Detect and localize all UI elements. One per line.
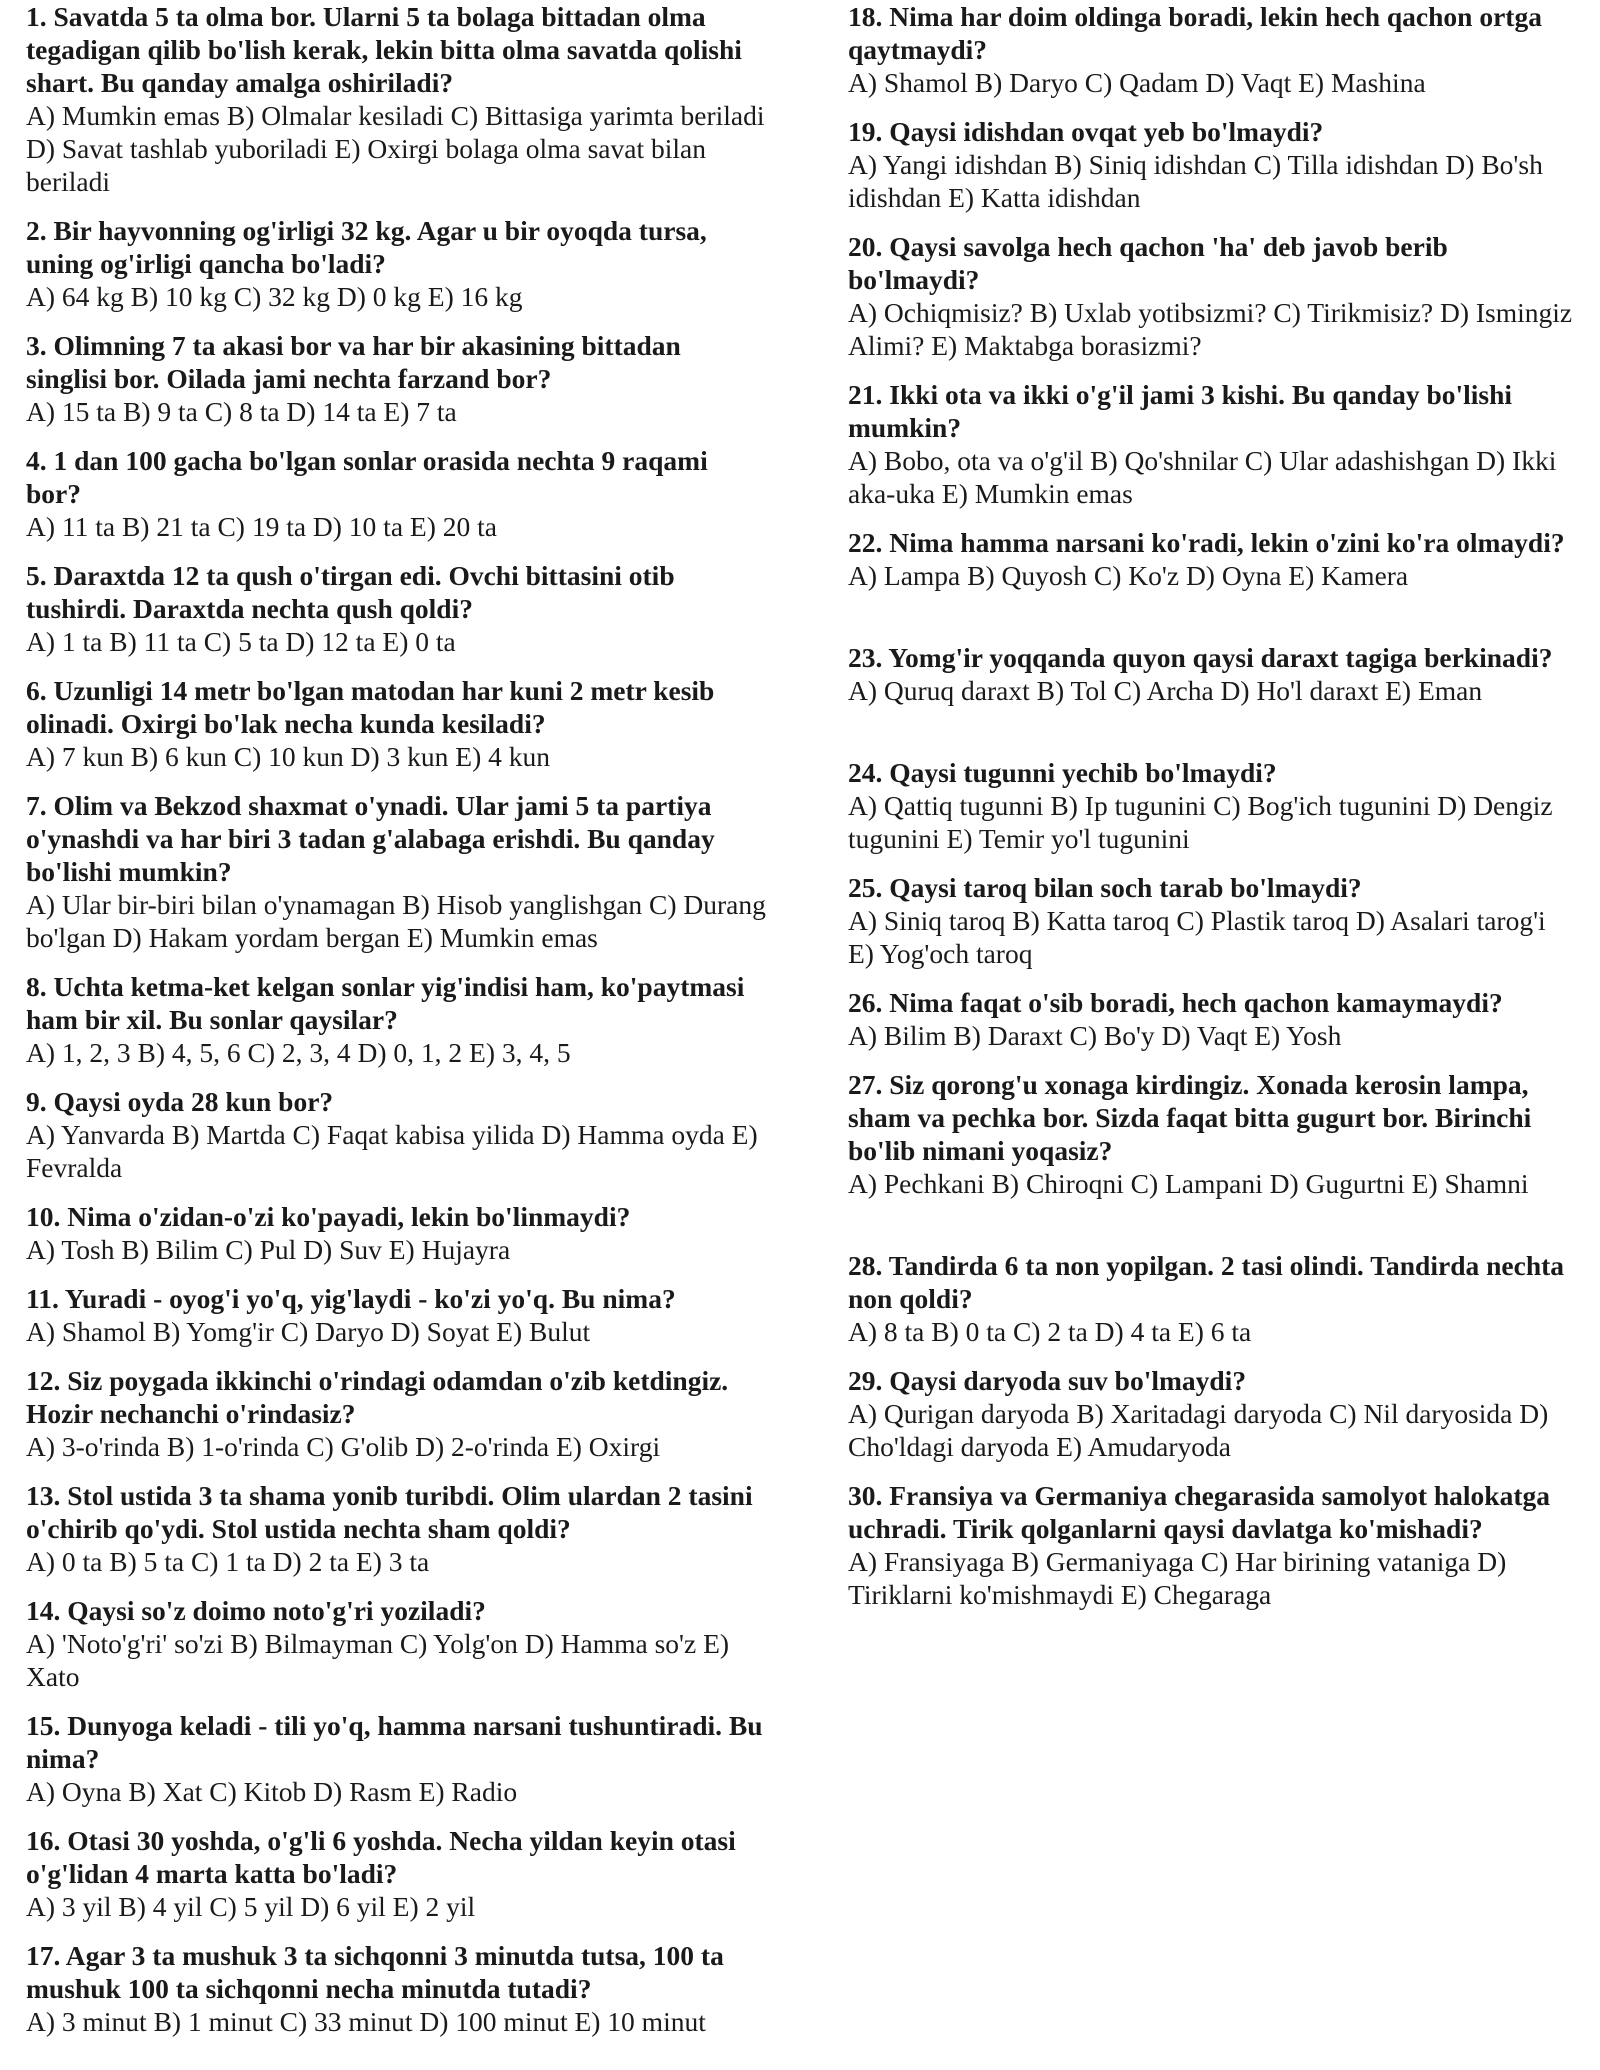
question-text: 1 dan 100 gacha bo'lgan sonlar orasida nechta 9 raqami bor? — [26, 445, 708, 509]
question-text: Savatda 5 ta olma bor. Ularni 5 ta bolaga bittadan olma tegadigan qilib bo'lish kerak, lekin bitta olma savatda qolishi shart. Bu qanday amalga oshiriladi? — [26, 1, 742, 98]
question-number: 20. — [848, 231, 883, 262]
question-text: Agar 3 ta mushuk 3 ta sichqonni 3 minutda tutsa, 100 ta mushuk 100 ta sichqonni necha minutda tutadi? — [26, 1940, 724, 2004]
question-21 — [848, 378, 1578, 510]
answer-options: A) Pechkani B) Chiroqni C) Lampani D) Gugurtni E) Shamni — [848, 1168, 1529, 1199]
answer-options: A) Siniq taroq B) Katta taroq C) Plastik taroq D) Asalari tarog'i E) Yog'och taroq — [848, 905, 1546, 969]
question-number: 16. — [26, 1825, 61, 1856]
question-4 — [26, 444, 766, 543]
question-text: Otasi 30 yoshda, o'g'li 6 yoshda. Necha yildan keyin otasi o'g'lidan 4 marta katta bo'ladi? — [26, 1825, 736, 1889]
question-number: 12. — [26, 1365, 61, 1396]
question-number: 24. — [848, 757, 883, 788]
question-23 — [848, 641, 1578, 707]
question-number: 14. — [26, 1595, 61, 1626]
question-number: 15. — [26, 1710, 61, 1741]
question-9 — [26, 1085, 766, 1184]
question-number: 1. — [26, 1, 47, 32]
answer-options: A) 15 ta B) 9 ta C) 8 ta D) 14 ta E) 7 ta — [26, 396, 457, 427]
answer-options: A) 1, 2, 3 B) 4, 5, 6 C) 2, 3, 4 D) 0, 1, 2 E) 3, 4, 5 — [26, 1037, 571, 1068]
answer-options: A) 0 ta B) 5 ta C) 1 ta D) 2 ta E) 3 ta — [26, 1546, 430, 1577]
question-number: 4. — [26, 445, 47, 476]
question-10 — [26, 1200, 766, 1266]
question-number: 26. — [848, 987, 883, 1018]
question-text: Ikki ota va ikki o'g'il jami 3 kishi. Bu qanday bo'lishi mumkin? — [848, 379, 1513, 443]
question-22 — [848, 526, 1578, 592]
answer-options: A) Lampa B) Quyosh C) Ko'z D) Oyna E) Kamera — [848, 560, 1409, 591]
question-text: Siz poygada ikkinchi o'rindagi odamdan o'zib ketdingiz. Hozir nechanchi o'rindasiz? — [26, 1365, 729, 1429]
question-text: Dunyoga keladi - tili yo'q, hamma narsani tushuntiradi. Bu nima? — [26, 1710, 763, 1774]
question-text: Siz qorong'u xonaga kirdingiz. Xonada kerosin lampa, sham va pechka bor. Sizda faqat bitta gugurt bor. Birinchi bo'lib nimani yoqasiz? — [848, 1069, 1532, 1166]
question-24 — [848, 756, 1578, 855]
question-number: 6. — [26, 675, 47, 706]
question-text: Uzunligi 14 metr bo'lgan matodan har kuni 2 metr kesib olinadi. Oxirgi bo'lak necha kunda kesiladi? — [26, 675, 715, 739]
question-25 — [848, 871, 1578, 970]
answer-options: A) 3 yil B) 4 yil C) 5 yil D) 6 yil E) 2 yil — [26, 1891, 476, 1922]
answer-options: A) Shamol B) Daryo C) Qadam D) Vaqt E) Mashina — [848, 67, 1426, 98]
answer-options: A) 'Noto'g'ri' so'zi B) Bilmayman C) Yolg'on D) Hamma so'z E) Xato — [26, 1628, 730, 1692]
answer-options: A) 11 ta B) 21 ta C) 19 ta D) 10 ta E) 20 ta — [26, 511, 497, 542]
question-14 — [26, 1594, 766, 1693]
question-number: 5. — [26, 560, 47, 591]
question-number: 17. — [26, 1940, 61, 1971]
question-text: Olim va Bekzod shaxmat o'ynadi. Ular jami 5 ta partiya o'ynashdi va har biri 3 tadan g'alabaga erishdi. Bu qanday bo'lishi mumkin? — [26, 790, 715, 887]
answer-options: A) 3-o'rinda B) 1-o'rinda C) G'olib D) 2-o'rinda E) Oxirgi — [26, 1431, 661, 1462]
question-16 — [26, 1824, 766, 1923]
answer-options: A) Yangi idishdan B) Siniq idishdan C) Tilla idishdan D) Bo'sh idishdan E) Katta idishdan — [848, 149, 1543, 213]
question-26 — [848, 986, 1578, 1052]
question-5 — [26, 559, 766, 658]
question-11 — [26, 1282, 766, 1348]
question-number: 21. — [848, 379, 883, 410]
question-number: 23. — [848, 642, 883, 673]
question-text: Nima faqat o'sib boradi, hech qachon kamaymaydi? — [889, 987, 1503, 1018]
question-29 — [848, 1364, 1578, 1463]
answer-options: A) Fransiyaga B) Germaniyaga C) Har birining vataniga D) Tiriklarni ko'mishmaydi E) Chegaraga — [848, 1546, 1507, 1610]
question-text: Uchta ketma-ket kelgan sonlar yig'indisi ham, ko'paytmasi ham bir xil. Bu sonlar qaysilar? — [26, 971, 745, 1035]
question-number: 8. — [26, 971, 47, 1002]
question-number: 3. — [26, 330, 47, 361]
question-number: 10. — [26, 1201, 61, 1232]
question-text: Olimning 7 ta akasi bor va har bir akasining bittadan singlisi bor. Oilada jami nechta farzand bor? — [26, 330, 681, 394]
answer-options: A) Ochiqmisiz? B) Uxlab yotibsizmi? C) Tirikmisiz? D) Ismingiz Alimi? E) Maktabga borasizmi? — [848, 297, 1573, 361]
answer-options: A) Qurigan daryoda B) Xaritadagi daryoda C) Nil daryosida D) Cho'ldagi daryoda E) Amudaryoda — [848, 1398, 1549, 1462]
question-number: 25. — [848, 872, 883, 903]
answer-options: A) Quruq daraxt B) Tol C) Archa D) Ho'l daraxt E) Eman — [848, 675, 1483, 706]
answer-options: A) Tosh B) Bilim C) Pul D) Suv E) Hujayra — [26, 1234, 511, 1265]
question-text: Qaysi daryoda suv bo'lmaydi? — [889, 1365, 1247, 1396]
answer-options: A) Qattiq tugunni B) Ip tugunini C) Bog'ich tugunini D) Dengiz tugunini E) Temir yo'l tugunini — [848, 790, 1553, 854]
question-number: 11. — [26, 1283, 59, 1314]
question-text: Qaysi idishdan ovqat yeb bo'lmaydi? — [889, 116, 1324, 147]
answer-options: A) 7 kun B) 6 kun C) 10 kun D) 3 kun E) 4 kun — [26, 741, 550, 772]
question-17 — [26, 1939, 766, 2038]
question-6 — [26, 674, 766, 773]
question-text: Bir hayvonning og'irligi 32 kg. Agar u bir oyoqda tursa, uning og'irligi qancha bo'ladi? — [26, 215, 707, 279]
question-text: Qaysi tugunni yechib bo'lmaydi? — [889, 757, 1277, 788]
question-1 — [26, 0, 766, 198]
question-12 — [26, 1364, 766, 1463]
question-number: 27. — [848, 1069, 883, 1100]
answer-options: A) 64 kg B) 10 kg C) 32 kg D) 0 kg E) 16 kg — [26, 281, 523, 312]
question-text: Qaysi oyda 28 kun bor? — [53, 1086, 334, 1117]
question-19 — [848, 115, 1578, 214]
question-3 — [26, 329, 766, 428]
question-text: Nima o'zidan-o'zi ko'payadi, lekin bo'linmaydi? — [67, 1201, 631, 1232]
answer-options: A) 3 minut B) 1 minut C) 33 minut D) 100 minut E) 10 minut — [26, 2006, 706, 2037]
question-7 — [26, 789, 766, 954]
question-text: Yuradi - oyog'i yo'q, yig'laydi - ko'zi yo'q. Bu nima? — [64, 1283, 676, 1314]
question-13 — [26, 1479, 766, 1578]
question-text: Fransiya va Germaniya chegarasida samolyot halokatga uchradi. Tirik qolganlarni qaysi davlatga ko'mishadi? — [848, 1480, 1551, 1544]
question-text: Qaysi savolga hech qachon 'ha' deb javob berib bo'lmaydi? — [848, 231, 1448, 295]
question-18 — [848, 0, 1578, 99]
question-number: 7. — [26, 790, 47, 821]
answer-options: A) Yanvarda B) Martda C) Faqat kabisa yilida D) Hamma oyda E) Fevralda — [26, 1119, 758, 1183]
question-20 — [848, 230, 1578, 362]
question-text: Yomg'ir yoqqanda quyon qaysi daraxt tagiga berkinadi? — [888, 642, 1553, 673]
question-8 — [26, 970, 766, 1069]
question-27 — [848, 1068, 1578, 1200]
answer-options: A) Bilim B) Daraxt C) Bo'y D) Vaqt E) Yosh — [848, 1020, 1342, 1051]
answer-options: A) 8 ta B) 0 ta C) 2 ta D) 4 ta E) 6 ta — [848, 1316, 1252, 1347]
question-28 — [848, 1249, 1578, 1348]
question-text: Nima hamma narsani ko'radi, lekin o'zini ko'ra olmaydi? — [889, 527, 1565, 558]
question-2 — [26, 214, 766, 313]
question-number: 13. — [26, 1480, 61, 1511]
answer-options: A) Bobo, ota va o'g'il B) Qo'shnilar C) Ular adashishgan D) Ikki aka-uka E) Mumkin emas — [848, 445, 1557, 509]
question-text: Daraxtda 12 ta qush o'tirgan edi. Ovchi bittasini otib tushirdi. Daraxtda nechta qush qoldi? — [26, 560, 675, 624]
question-30 — [848, 1479, 1578, 1611]
question-number: 2. — [26, 215, 47, 246]
question-number: 28. — [848, 1250, 883, 1281]
answer-options: A) Oyna B) Xat C) Kitob D) Rasm E) Radio — [26, 1776, 518, 1807]
answer-options: A) Shamol B) Yomg'ir C) Daryo D) Soyat E) Bulut — [26, 1316, 591, 1347]
question-text: Nima har doim oldinga boradi, lekin hech qachon ortga qaytmaydi? — [848, 1, 1542, 65]
question-text: Stol ustida 3 ta shama yonib turibdi. Olim ulardan 2 tasini o'chirib qo'ydi. Stol ustida nechta sham qoldi? — [26, 1480, 753, 1544]
question-number: 30. — [848, 1480, 883, 1511]
question-number: 19. — [848, 116, 883, 147]
question-number: 18. — [848, 1, 883, 32]
question-number: 9. — [26, 1086, 47, 1117]
question-number: 29. — [848, 1365, 883, 1396]
answer-options: A) Ular bir-biri bilan o'ynamagan B) Hisob yanglishgan C) Durang bo'lgan D) Hakam yordam bergan E) Mumkin emas — [26, 889, 766, 953]
question-15 — [26, 1709, 766, 1808]
question-number: 22. — [848, 527, 883, 558]
question-text: Qaysi so'z doimo noto'g'ri yoziladi? — [67, 1595, 486, 1626]
answer-options: A) Mumkin emas B) Olmalar kesiladi C) Bittasiga yarimta beriladi D) Savat tashlab yuboriladi E) Oxirgi bolaga olma savat bilan beriladi — [26, 100, 765, 197]
answer-options: A) 1 ta B) 11 ta C) 5 ta D) 12 ta E) 0 ta — [26, 626, 456, 657]
question-text: Qaysi taroq bilan soch tarab bo'lmaydi? — [889, 872, 1362, 903]
question-text: Tandirda 6 ta non yopilgan. 2 tasi olindi. Tandirda nechta non qoldi? — [848, 1250, 1565, 1314]
